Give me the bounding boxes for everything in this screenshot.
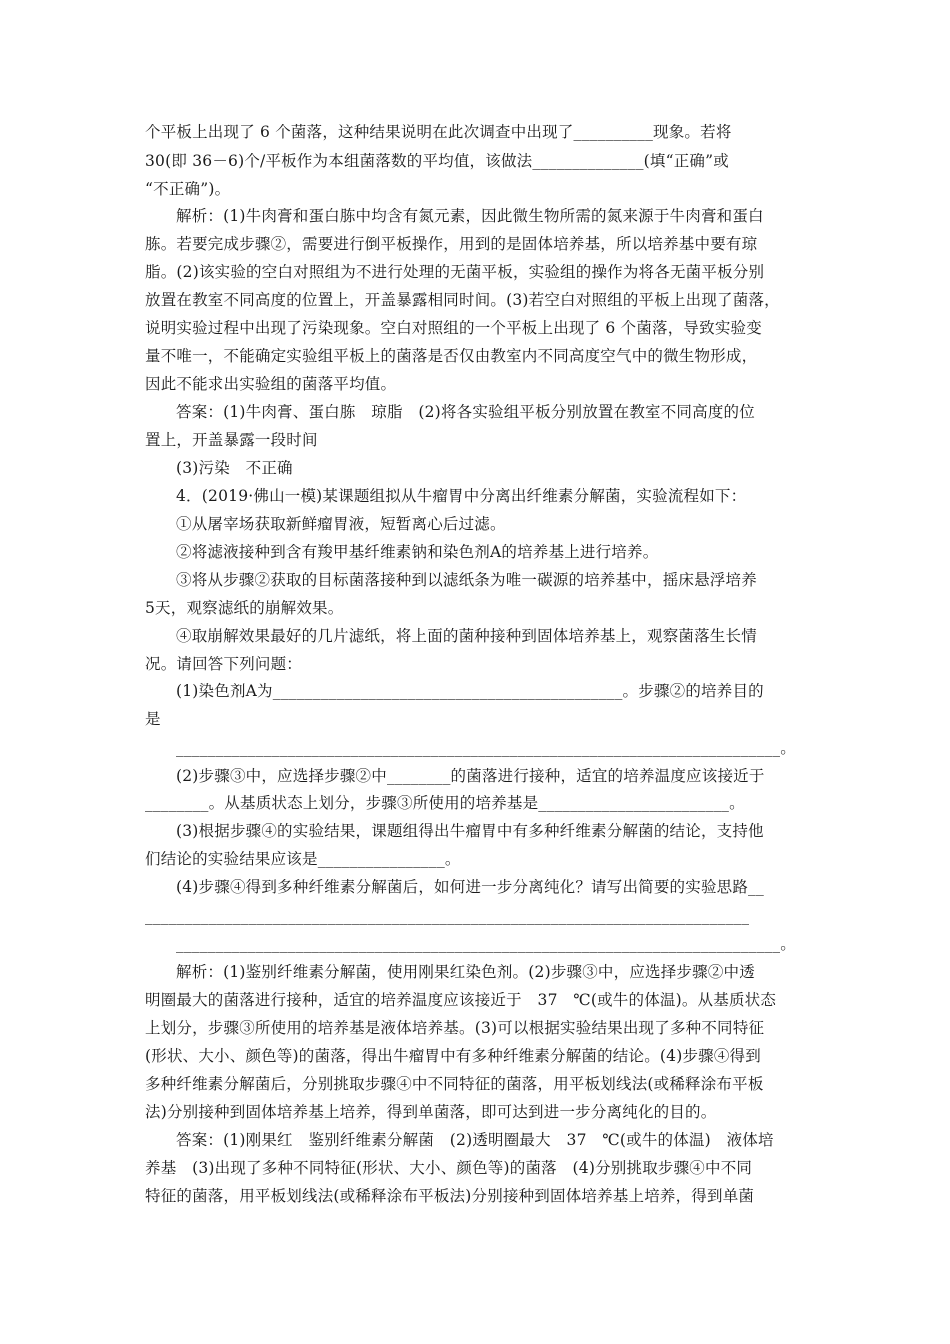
analysis-line: 量不唯一，不能确定实验组平板上的菌落是否仅由教室内不同高度空气中的微生物形成， [145, 347, 758, 365]
answer-line: (3)污染 不正确 [176, 459, 293, 477]
analysis-line: 胨。若要完成步骤②，需要进行倒平板操作，用到的是固体培养基，所以培养基中要有琼 [145, 235, 758, 253]
answer-line: 特征的菌落，用平板划线法(或稀释涂布平板法)分别接种到固体培养基上培养，得到单菌 [145, 1187, 755, 1205]
step-1: ①从屠宰场获取新鲜瘤胃液，短暂离心后过滤。 [176, 515, 506, 533]
step-3-cont: 5天，观察滤纸的崩解效果。 [145, 599, 344, 617]
answer-blank-line: ____________________________________________________________________________ [145, 907, 750, 925]
answer-blank-line: ____________________________________________________________________________。 [176, 739, 796, 757]
answer-line: 答案：(1)牛肉膏、蛋白胨 琼脂 (2)将各实验组平板分别放置在教室不同高度的位 [176, 403, 755, 421]
question-1: (1)染色剂A为____________________________________________。步骤②的培养目的 [176, 682, 764, 700]
text-line: “不正确”)。 [145, 180, 231, 198]
answer-blank-line: ____________________________________________________________________________。 [176, 935, 796, 953]
step-4: ④取崩解效果最好的几片滤纸，将上面的菌种接种到固体培养基上，观察菌落生长情 [176, 627, 757, 645]
analysis-line: 法)分别接种到固体培养基上培养，得到单菌落，即可达到进一步分离纯化的目的。 [145, 1103, 717, 1121]
analysis-line: 说明实验过程中出现了污染现象。空白对照组的一个平板上出现了 6 个菌落，导致实验变 [145, 319, 762, 337]
step-2: ②将滤液接种到含有羧甲基纤维素钠和染色剂A的培养基上进行培养。 [176, 543, 659, 561]
analysis-line: 多种纤维素分解菌后，分别挑取步骤④中不同特征的菌落，用平板划线法(或稀释涂布平板 [145, 1075, 764, 1093]
answer-line: 置上，开盖暴露一段时间 [145, 431, 318, 449]
step-4-cont: 况。请回答下列问题： [145, 655, 303, 673]
question-4: (4)步骤④得到多种纤维素分解菌后，如何进一步分离纯化？请写出简要的实验思路__ [176, 878, 764, 896]
question-4-title: 4．(2019·佛山一模)某课题组拟从牛瘤胃中分离出纤维素分解菌，实验流程如下： [176, 487, 747, 505]
answer-line: 答案：(1)刚果红 鉴别纤维素分解菌 (2)透明圈最大 37 ℃(或牛的体温) 液体培 [176, 1131, 774, 1149]
analysis-line: 解析：(1)鉴别纤维素分解菌，使用刚果红染色剂。(2)步骤③中，应选择步骤②中透 [176, 963, 755, 981]
analysis-line: 放置在教室不同高度的位置上，开盖暴露相同时间。(3)若空白对照组的平板上出现了菌落， [145, 291, 780, 309]
step-3: ③将从步骤②获取的目标菌落接种到以滤纸条为唯一碳源的培养基中，摇床悬浮培养 [176, 571, 757, 589]
analysis-line: 上划分，步骤③所使用的培养基是液体培养基。(3)可以根据实验结果出现了多种不同特征 [145, 1019, 765, 1037]
text-line: 30(即 36－6)个/平板作为本组菌落数的平均值，该做法______________(填“正确”或 [145, 152, 729, 170]
question-2-cont: ________。从基质状态上划分，步骤③所使用的培养基是________________________。 [145, 794, 745, 812]
analysis-line: 明圈最大的菌落进行接种，适宜的培养温度应该接近于 37 ℃(或牛的体温)。从基质状态 [145, 991, 777, 1009]
analysis-line: (形状、大小、颜色等)的菌落，得出牛瘤胃中有多种纤维素分解菌的结论。(4)步骤④得到 [145, 1047, 761, 1065]
analysis-line: 因此不能求出实验组的菌落平均值。 [145, 375, 397, 393]
question-2: (2)步骤③中，应选择步骤②中________的菌落进行接种，适宜的培养温度应该接近于 [176, 767, 765, 785]
analysis-line: 解析：(1)牛肉膏和蛋白胨中均含有氮元素，因此微生物所需的氮来源于牛肉膏和蛋白 [176, 207, 764, 225]
question-1-cont: 是 [145, 710, 161, 728]
analysis-line: 脂。(2)该实验的空白对照组为不进行处理的无菌平板，实验组的操作为将各无菌平板分别 [145, 263, 765, 281]
answer-line: 养基 (3)出现了多种不同特征(形状、大小、颜色等)的菌落 (4)分别挑取步骤④中不同 [145, 1159, 753, 1177]
question-3: (3)根据步骤④的实验结果，课题组得出牛瘤胃中有多种纤维素分解菌的结论，支持他 [176, 822, 764, 840]
question-3-cont: 们结论的实验结果应该是________________。 [145, 850, 461, 868]
text-line: 个平板上出现了 6 个菌落，这种结果说明在此次调查中出现了__________现象。若将 [145, 123, 732, 141]
